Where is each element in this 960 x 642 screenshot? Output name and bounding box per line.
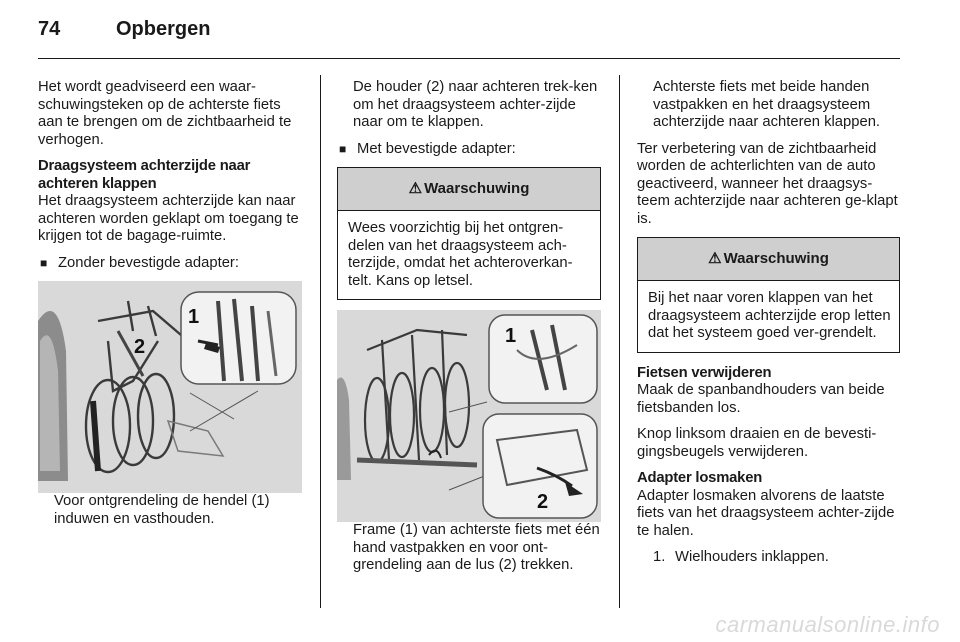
warning-triangle-icon: ⚠	[708, 250, 722, 268]
column-2	[337, 79, 601, 584]
page-title: Opbergen	[116, 18, 211, 40]
body-text: Adapter losmaken alvorens de laatste fiets van het draagsysteem achter-zijde te halen.	[637, 487, 895, 539]
bullet-item	[337, 141, 601, 159]
bullet-text: Zonder bevestigde adapter:	[58, 254, 239, 271]
column-3	[637, 79, 900, 576]
body-text: Ter verbetering van de zichtbaarheid worden de achterlichten van de auto geactiveerd, wanneer het draagsys-teem achterzijde naar achteren ge-klapt is.	[637, 140, 898, 227]
figure-illustration	[337, 310, 601, 522]
column-divider-2	[619, 75, 620, 608]
warning-title: Waarschuwing	[723, 250, 829, 268]
column-divider-1	[320, 75, 321, 608]
figure-illustration	[38, 281, 302, 493]
page-number: 74	[38, 18, 61, 40]
column-1	[38, 79, 304, 537]
figure-label-1: 1	[188, 306, 200, 328]
continued-text: De houder (2) naar achteren trek-ken om het draagsysteem achter-zijde naar om te klappen.	[353, 79, 598, 130]
bullet-item	[38, 255, 304, 273]
intro-text: Het wordt geadviseerd een waar-schuwingsteken op de achterste fiets aan te brengen om de zichtbaarheid te verhogen.	[38, 79, 292, 148]
watermark: carmanualsonline.info	[715, 612, 940, 637]
section-heading: Fietsen verwijderen	[637, 364, 772, 381]
header-rule	[38, 58, 900, 59]
figure-rack-unlock	[38, 281, 302, 493]
body-text: Knop linksom draaien en de bevesti-gingsbeugels verwijderen.	[637, 426, 877, 460]
figure-label-2: 2	[134, 336, 146, 358]
figure-rack-tilt	[337, 310, 601, 522]
warning-box	[637, 237, 900, 353]
figure-caption: Frame (1) van achterste fiets met één hand vastpakken en voor ont-grendeling aan de lus (2) trekken.	[353, 522, 600, 573]
section-heading: Draagsysteem achterzijde naar achteren klappen	[38, 158, 251, 192]
warning-box	[337, 167, 601, 300]
warning-body: Wees voorzichtig bij het ontgren-delen van het draagsysteem ach-terzijde, omdat het achteroverkan-telt. Kans op letsel.	[348, 220, 573, 289]
section-heading: Adapter losmaken	[637, 470, 763, 486]
body-text: Maak de spanbandhouders van beide fietsbanden los.	[637, 382, 885, 416]
warning-header	[638, 238, 899, 281]
figure-label-1: 1	[505, 325, 517, 347]
square-bullet-icon: ■	[40, 255, 48, 270]
warning-body: Bij het naar voren klappen van het draagsysteem achterzijde erop letten dat het systeem goed ver-grendelt.	[648, 290, 891, 341]
step-text: Wielhouders inklappen.	[675, 549, 829, 565]
warning-triangle-icon: ⚠	[408, 180, 423, 198]
body-text: Het draagsysteem achterzijde kan naar achteren worden geklapt om toegang te krijgen tot de bagage-ruimte.	[38, 193, 299, 244]
square-bullet-icon: ■	[339, 141, 347, 156]
warning-header	[338, 168, 600, 211]
bullet-text: Met bevestigde adapter:	[357, 140, 516, 157]
step-number: 1.	[653, 549, 666, 565]
continued-text: Achterste fiets met beide handen vastpakken en het draagsysteem achterzijde naar achteren klappen.	[653, 79, 881, 130]
figure-label-2: 2	[537, 491, 549, 513]
step-item	[637, 549, 900, 567]
figure-caption: Voor ontgrendeling de hendel (1) induwen en vasthouden.	[54, 493, 270, 527]
warning-title: Waarschuwing	[424, 180, 530, 198]
